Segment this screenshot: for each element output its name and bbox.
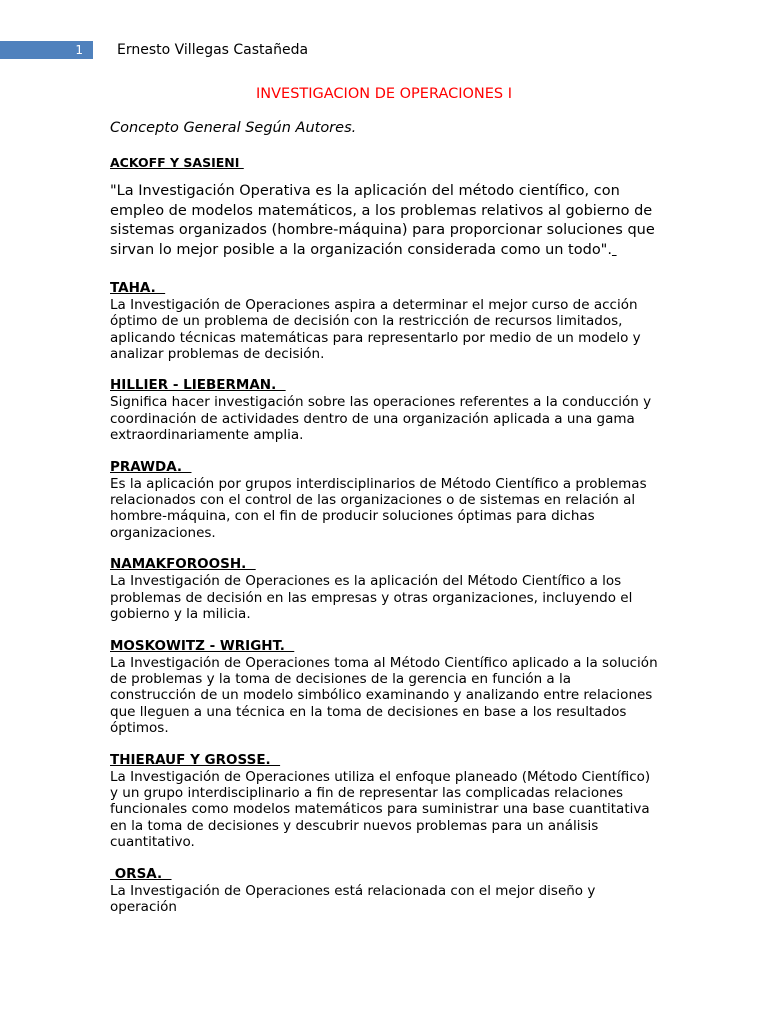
header-author: Ernesto Villegas Castañeda [117, 42, 309, 58]
document-title: INVESTIGACION DE OPERACIONES I [255, 86, 513, 102]
document-body [110, 154, 658, 930]
quote-text: "La Investigación Operativa es la aplicación del método científico, con empleo de modelos matemáticos, a los problemas relativos al gobierno de sistemas organizados (hombre-máquina) para proporcionar soluciones que sirvan lo mejor posible a la organización considerada como un todo". [110, 183, 655, 259]
section-heading: ACKOFF Y SASIENI [110, 155, 244, 170]
section-body: La Investigación de Operaciones está relacionada con el mejor diseño y operación [110, 882, 596, 915]
section-namakforoosh [110, 556, 658, 622]
section-body: La Investigación de Operaciones es la aplicación del Método Científico a los problemas de decisión en las empresas y otras organizaciones, incluyendo el gobierno y la milicia. [110, 573, 633, 623]
quote-paragraph [110, 182, 658, 261]
section-thierauf-grosse [110, 752, 658, 851]
section-orsa [110, 866, 658, 916]
section-heading: PRAWDA. [110, 458, 192, 475]
section-heading: TAHA. [110, 279, 166, 296]
section-heading: ORSA. [110, 865, 172, 882]
section-heading: NAMAKFOROOSH. [110, 556, 256, 573]
section-hillier-lieberman [110, 377, 658, 443]
section-taha [110, 280, 658, 363]
section-heading: MOSKOWITZ - WRIGHT. [110, 637, 295, 654]
section-moskowitz-wright [110, 638, 658, 737]
section-ackoff-sasieni [110, 154, 658, 261]
section-prawda [110, 459, 658, 542]
section-body: La Investigación de Operaciones toma al Método Científico aplicado a la solución de problemas y la toma de decisiones de la gerencia en función a la construcción de un modelo simbólico examinando y analizando entre relaciones que lleguen a una técnica en la toma de decisiones en base a los resultados óptimos. [110, 654, 658, 737]
section-body: La Investigación de Operaciones utiliza el enfoque planeado (Método Científico) y un grupo interdisciplinario a fin de representar las complicadas relaciones funcionales como modelos matemáticos para suministrar una base cuantitativa en la toma de decisiones y descubrir nuevos problemas para un análisis cuantitativo. [110, 768, 651, 851]
section-body: La Investigación de Operaciones aspira a determinar el mejor curso de acción óptimo de un problema de decisión con la restricción de recursos limitados, aplicando técnicas matemáticas para representarlo por medio de un modelo y analizar problemas de decisión. [110, 296, 641, 363]
section-body: Es la aplicación por grupos interdisciplinarios de Método Científico a problemas relacionados con el control de las organizaciones o de sistemas en relación al hombre-máquina, con el fin de producir soluciones óptimas para dichas organizaciones. [110, 475, 647, 541]
section-body: Significa hacer investigación sobre las operaciones referentes a la conducción y coordinación de actividades dentro de una organización aplicada a una gama extraordinariamente amplia. [110, 394, 652, 444]
section-heading: THIERAUF Y GROSSE. [110, 751, 281, 768]
section-heading: HILLIER - LIEBERMAN. [110, 377, 286, 394]
page-number: 1 [75, 43, 83, 57]
document-subtitle: Concepto General Según Autores. [110, 120, 357, 136]
quote-tail [612, 242, 617, 258]
